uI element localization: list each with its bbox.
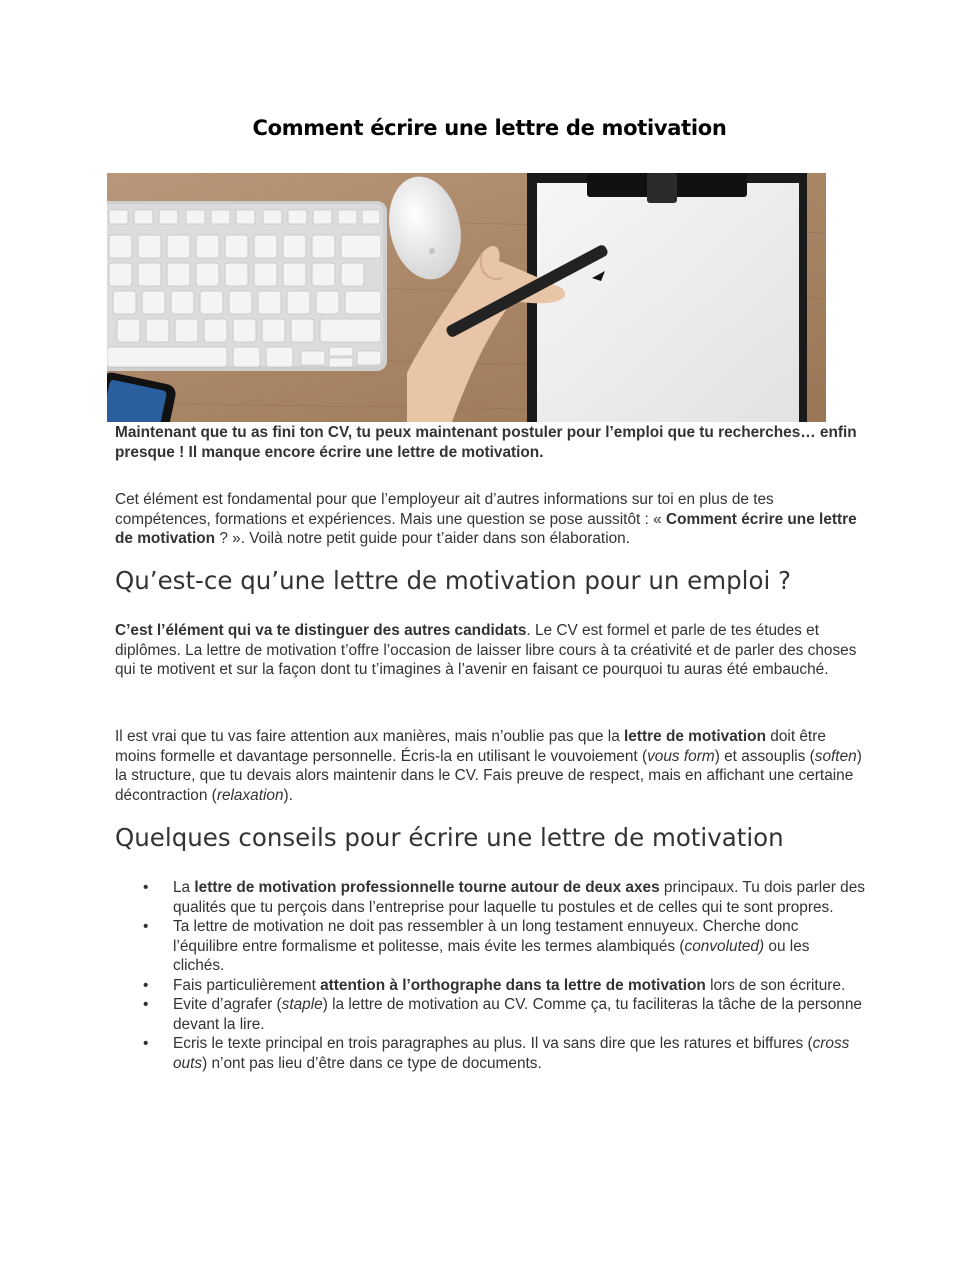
section1-heading: Qu’est-ce qu’une lettre de motivation pour un emploi ?: [115, 566, 792, 595]
section1-p2-b: doit être moins formelle et davantage personnelle. Écris-la en utilisant le vouvoiement (: [115, 728, 826, 765]
section1-p2-bold: lettre de motivation: [624, 728, 766, 745]
bullet-icon: •: [143, 879, 149, 896]
intro-text-bold: Comment écrire une lettre de motivation: [115, 510, 857, 547]
list-item: [115, 878, 865, 917]
section1-p1-bold: C’est l’élément qui va te distinguer des autres candidats: [115, 622, 527, 639]
section1-p2-e: ).: [283, 786, 293, 804]
bullet-icon: •: [143, 996, 149, 1013]
intro-paragraph: [115, 490, 865, 549]
tip2-b: ou les clichés.: [173, 937, 810, 974]
section1-p2-d: ) la structure, que tu devais alors maintenir dans le CV. Fais preuve de respect, mais en affichant une certaine décontraction (: [115, 747, 862, 804]
tip1-a: La: [173, 879, 195, 896]
bullet-icon: •: [143, 1035, 149, 1052]
list-item: [115, 1034, 865, 1073]
hero-image: [107, 173, 826, 422]
section1-paragraph-1: [115, 621, 865, 680]
tip1-bold: lettre de motivation professionnelle tourne autour de deux axes: [194, 879, 660, 896]
tip3-b: lors de son écriture.: [705, 976, 846, 994]
tip5-a: Ecris le texte principal en trois paragraphes au plus. Il va sans dire que les ratures et biffures (: [173, 1035, 813, 1052]
tip4-italic: staple: [281, 996, 323, 1013]
section1-p1-rest: . Le CV est formel et parle de tes études et diplômes. La lettre de motivation t’offre l’occasion de laisser libre cours à ta créativité et de parler des choses qui te motivent et sur la façon dont tu t’imagines à l’avenir en faisant ce pourquoi tu auras été embauché.: [115, 622, 857, 678]
tip4-b: ) la lettre de motivation au CV. Comme ça, tu faciliteras la tâche de la personne devant la lire.: [173, 996, 862, 1033]
intro-lead-paragraph: Maintenant que tu as fini ton CV, tu peux maintenant postuler pour l’emploi que tu recherches… enfin presque ! Il manque encore écrire une lettre de motivation.: [115, 424, 857, 461]
bullet-icon: •: [143, 976, 149, 994]
tip5-b: ) n’ont pas lieu d’être dans ce type de documents.: [202, 1054, 542, 1072]
section1-p2-italic-1: vous form: [647, 747, 715, 765]
bullet-icon: •: [143, 918, 149, 935]
tip3-a: Fais particulièrement: [173, 976, 321, 994]
tip2-italic: convoluted): [684, 937, 765, 955]
document-title: Comment écrire une lettre de motivation: [252, 116, 727, 140]
tip5-italic: cross outs: [173, 1035, 850, 1072]
section2-heading: Quelques conseils pour écrire une lettre de motivation: [115, 823, 784, 852]
section1-p2-italic-2: soften: [814, 747, 857, 765]
tips-list: [115, 878, 865, 1073]
section1-paragraph-2: [115, 727, 865, 805]
tip1-b: principaux. Tu dois parler des qualités que tu perçois dans l’entreprise pour laquelle tu postules et de celles qui te sont propres.: [173, 879, 865, 916]
tip3-bold: attention à l’orthographe dans ta lettre de motivation: [320, 976, 706, 994]
section1-p2-c: ) et assouplis (: [714, 747, 815, 765]
keyboard-mouse-clipboard-hand-illustration-icon: [107, 173, 826, 422]
tip2-a: Ta lettre de motivation ne doit pas ressembler à un long testament ennuyeux. Cherche donc l’équilibre entre formalisme et politesse, mais évite les termes alambiqués (: [173, 918, 799, 955]
intro-text-b: ? ». Voilà notre petit guide pour t’aider dans son élaboration.: [215, 530, 631, 547]
tip4-a: Evite d’agrafer (: [173, 996, 282, 1013]
list-item: [115, 995, 865, 1034]
list-item: [115, 976, 865, 996]
list-item: [115, 917, 865, 976]
section1-p2-a: Il est vrai que tu vas faire attention aux manières, mais n’oublie pas que la: [115, 728, 625, 745]
section1-p2-italic-3: relaxation: [216, 786, 284, 804]
intro-text-a: Cet élément est fondamental pour que l’employeur ait d’autres informations sur toi en plus de tes compétences, formations et expériences. Mais une question se pose aussitôt : «: [115, 491, 774, 528]
